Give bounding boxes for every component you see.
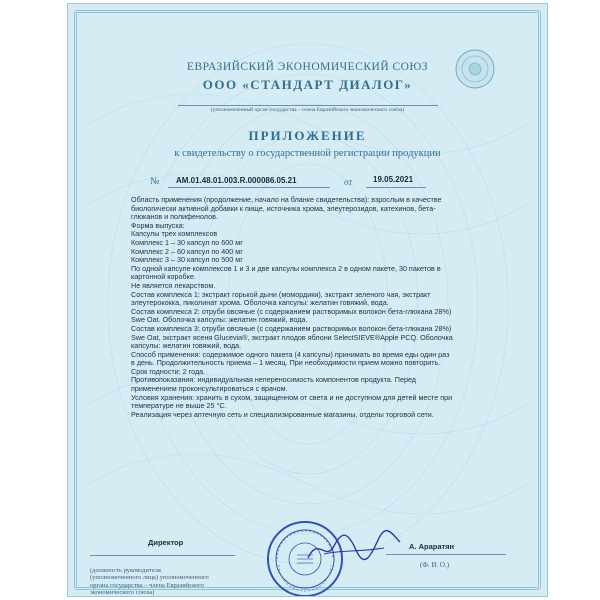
signer-position: Директор	[148, 538, 184, 547]
body-line: элеутерококка, пиколинат хрома. Оболочка капсулы: желатин говяжий, вода.	[131, 298, 389, 308]
certificate-date: 19.05.2021	[373, 175, 414, 184]
body-line: Не является лекарством.	[131, 280, 216, 290]
position-note-line: органа государства – члена Евразийского	[90, 581, 204, 589]
body-line: Капсулы трех комплексов	[131, 229, 218, 239]
position-note-line: (должность руководителя	[90, 567, 161, 574]
body-line: капсулы: желатин говяжий, вода.	[131, 341, 242, 351]
certificate-number: AM.01.48.01.003.R.000086.05.21	[176, 176, 297, 185]
body-line: Swe Oat, экстракт ясеня Glucevia®, экстракт плодов яблони SelectSIEVE®Apple PCQ. Оболочка	[131, 332, 453, 342]
body-line: Комплекс 1 – 30 капсул по 600 мг	[131, 237, 243, 247]
body-line: Срок годности: 2 года.	[131, 366, 206, 376]
body-line: Форма выпуска:	[131, 220, 185, 230]
body-line: По одной капсуле комплексов 1 и 3 и две капсулы комплекса 2 в одном пакете, 30 пакетов в	[131, 263, 441, 273]
body-line: глюканов и полифенолов.	[131, 212, 218, 222]
organization-name: ООО «СТАНДАРТ ДИАЛОГ»	[202, 77, 413, 92]
body-line: Способ применения: содержимое одного пакета (4 капсулы) принимать во время еды один раз	[131, 349, 450, 359]
body-line: Реализация через аптечную сеть и специализированные магазины, отделы торговой сети.	[131, 409, 434, 419]
page-title: ПРИЛОЖЕНИЕ	[248, 128, 367, 143]
organization-note: (уполномоченный орган государства – члена Евразийского экономического союза)	[210, 107, 405, 113]
body-line: картонной коробке.	[131, 272, 196, 282]
date-from-label: от	[344, 177, 353, 187]
number-underline	[168, 187, 330, 188]
position-underline	[90, 555, 235, 556]
body-line: Комплекс 2 – 60 капсул по 400 мг	[131, 246, 243, 256]
body-line: Комплекс 3 – 30 капсул по 500 мг	[131, 255, 243, 265]
body-line: Состав комплекса 2: отруби овсяные (с содержанием растворимых волокон бета-глюкана 28%)	[131, 306, 452, 316]
position-note	[90, 567, 209, 597]
body-line: в день. Продолжительность приема – 1 месяц. При необходимости прием можно повторить.	[131, 358, 441, 368]
position-note-line: экономического союза)	[90, 589, 155, 597]
appendix-body	[131, 196, 511, 419]
union-heading: ЕВРАЗИЙСКИЙ ЭКОНОМИЧЕСКИЙ СОЮЗ	[186, 61, 429, 73]
signature	[304, 528, 404, 568]
body-line: Условия хранения: хранить в сухом, защищенном от света и не доступном для детей месте при	[131, 392, 453, 402]
body-line: Противопоказания: индивидуальная непереносимость компонентов продукта. Перед	[131, 375, 416, 385]
body-line: температуре не выше 25 °С.	[131, 401, 227, 411]
date-underline	[366, 187, 426, 188]
signer-name: А. Араратян	[409, 542, 455, 551]
body-line: биологически активной добавки к пище, источника хрома, элеутерозидов, катехинов, бета-	[131, 203, 436, 213]
fio-label: (Ф. И. О.)	[420, 561, 450, 569]
number-sign: №	[150, 176, 160, 187]
certificate-appendix-page	[67, 3, 548, 597]
page-subtitle: к свидетельству о государственной регистрации продукции	[174, 148, 441, 159]
body-line: Состав комплекса 1: экстракт горькой дыни (момордики), экстракт зеленого чая, экстракт	[131, 289, 431, 299]
name-underline	[386, 554, 506, 555]
body-line: Состав комплекса 3: отруби овсяные (с содержанием растворимых волокон бета-глюкана 28%)	[131, 323, 452, 333]
body-line: Swe Oat. Оболочка капсулы: желатин говяжий, вода.	[131, 315, 308, 325]
org-underline	[178, 105, 438, 106]
body-line: Область применения (продолжение, начало на бланке свидетельства): взрослым в качестве	[131, 195, 442, 204]
position-note-line: (уполномоченного лица) уполномоченного	[90, 574, 209, 582]
body-line: применением проконсультироваться с врачом.	[131, 384, 288, 394]
